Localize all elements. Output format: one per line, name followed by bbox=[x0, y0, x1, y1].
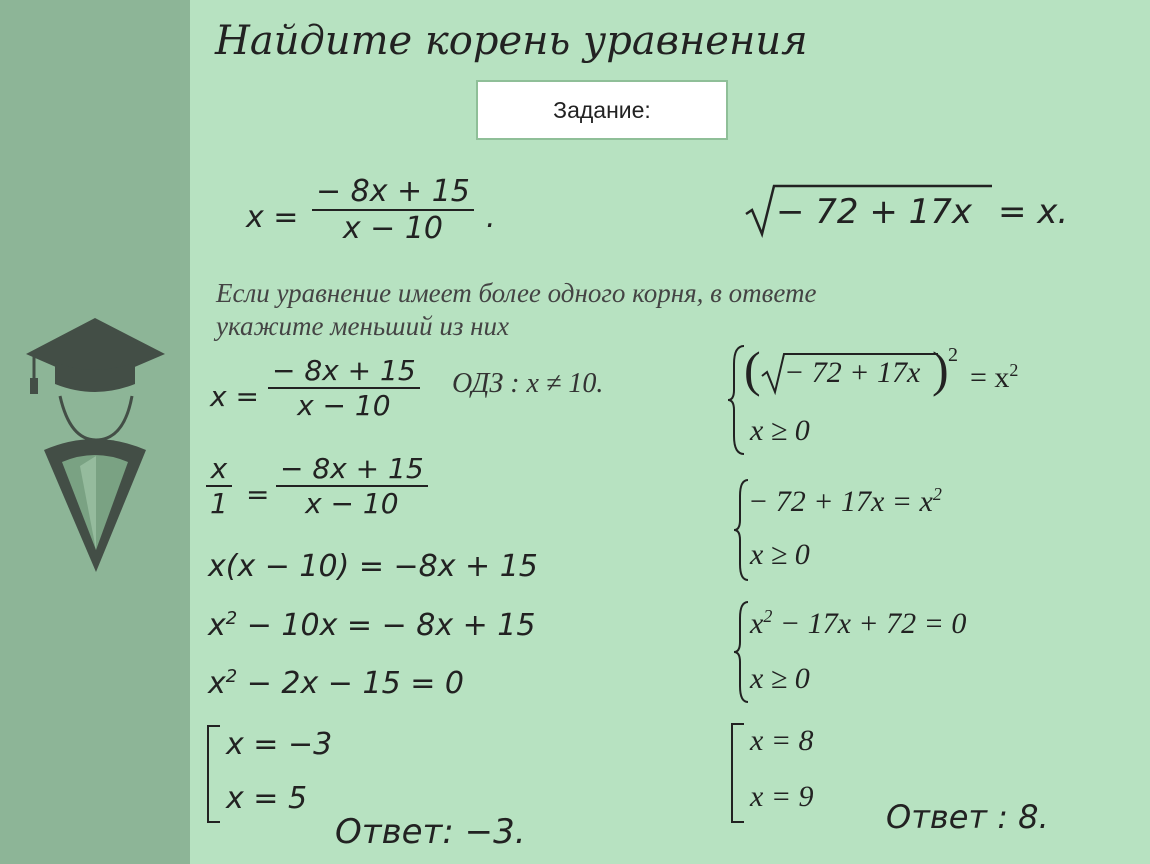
eq1-denominator: x − 10 bbox=[297, 389, 391, 422]
eq5 bbox=[208, 666, 464, 701]
right-roots-bracket-icon bbox=[728, 722, 748, 824]
system3-brace-icon bbox=[732, 600, 752, 704]
note-line-1: Если уравнение имеет более одного корня, в ответе bbox=[216, 278, 817, 308]
task-label-box bbox=[476, 80, 728, 140]
eq2-right-denominator: x − 10 bbox=[305, 487, 399, 520]
left-roots-bracket-icon bbox=[204, 724, 224, 824]
system1-rhs bbox=[970, 360, 1018, 395]
eq1-fraction bbox=[268, 354, 420, 422]
system2-equation bbox=[748, 484, 942, 519]
eq4-base: x bbox=[208, 608, 226, 643]
right-root-1: x = 8 bbox=[750, 724, 814, 757]
problem2-radicand: − 72 + 17x bbox=[776, 192, 973, 232]
eq3: x(x − 10) = −8x + 15 bbox=[208, 549, 538, 584]
eq2-left-denominator: 1 bbox=[210, 487, 228, 520]
system3-equation bbox=[750, 606, 966, 641]
left-root-2: x = 5 bbox=[226, 781, 308, 816]
problem1-period: . bbox=[486, 200, 496, 235]
left-answer: Ответ: −3. bbox=[335, 812, 526, 852]
graduate-pencil-icon bbox=[0, 300, 190, 590]
system2-condition: x ≥ 0 bbox=[750, 538, 810, 571]
left-root-1: x = −3 bbox=[226, 727, 333, 762]
task-label: Задание: bbox=[553, 96, 651, 123]
system1-condition: x ≥ 0 bbox=[750, 414, 810, 447]
eq2-right-fraction bbox=[276, 452, 428, 520]
system2-exponent: 2 bbox=[932, 484, 942, 504]
eq4 bbox=[208, 608, 535, 643]
eq5-rest: − 2x − 15 = 0 bbox=[237, 666, 464, 701]
system1-rhs-text: = x bbox=[970, 361, 1010, 394]
eq2-equals: = bbox=[246, 478, 270, 511]
eq4-exponent: 2 bbox=[225, 608, 238, 629]
right-answer: Ответ : 8. bbox=[886, 798, 1049, 836]
system1-right-paren: ) bbox=[932, 341, 949, 397]
system3-exponent: 2 bbox=[763, 606, 773, 626]
slide-title: Найдите корень уравнения bbox=[215, 18, 808, 64]
problem2-rhs: = x. bbox=[998, 192, 1069, 232]
eq4-rest: − 10x = − 8x + 15 bbox=[237, 608, 536, 643]
problem1-numerator: − 8x + 15 bbox=[316, 174, 470, 209]
eq1-numerator: − 8x + 15 bbox=[272, 354, 416, 387]
eq5-exponent: 2 bbox=[225, 666, 238, 687]
eq2-left-numerator: x bbox=[210, 452, 228, 485]
problem1-denominator: x − 10 bbox=[342, 211, 444, 246]
eq2-left-fraction bbox=[206, 452, 232, 520]
eq2-right-numerator: − 8x + 15 bbox=[280, 452, 424, 485]
system2-equation-text: − 72 + 17x = x bbox=[748, 485, 933, 518]
system1-radicand: − 72 + 17x bbox=[784, 356, 921, 389]
odz-condition: ОДЗ : x ≠ 10. bbox=[452, 368, 604, 399]
eq1-lhs: x = bbox=[210, 380, 259, 413]
problem1-lhs: x = bbox=[246, 200, 299, 235]
system3-condition: x ≥ 0 bbox=[750, 662, 810, 695]
decorative-sidebar bbox=[0, 0, 190, 864]
system1-left-paren: ( bbox=[744, 341, 761, 397]
problem1-fraction bbox=[312, 174, 474, 246]
system3-base: x bbox=[750, 607, 764, 640]
system3-rest: − 17x + 72 = 0 bbox=[772, 607, 967, 640]
system1-exponent: 2 bbox=[948, 344, 958, 366]
note-line-2: укажите меньший из них bbox=[216, 311, 509, 341]
system1-rhs-exponent: 2 bbox=[1009, 360, 1019, 380]
right-root-2: x = 9 bbox=[750, 780, 814, 813]
eq5-base: x bbox=[208, 666, 226, 701]
